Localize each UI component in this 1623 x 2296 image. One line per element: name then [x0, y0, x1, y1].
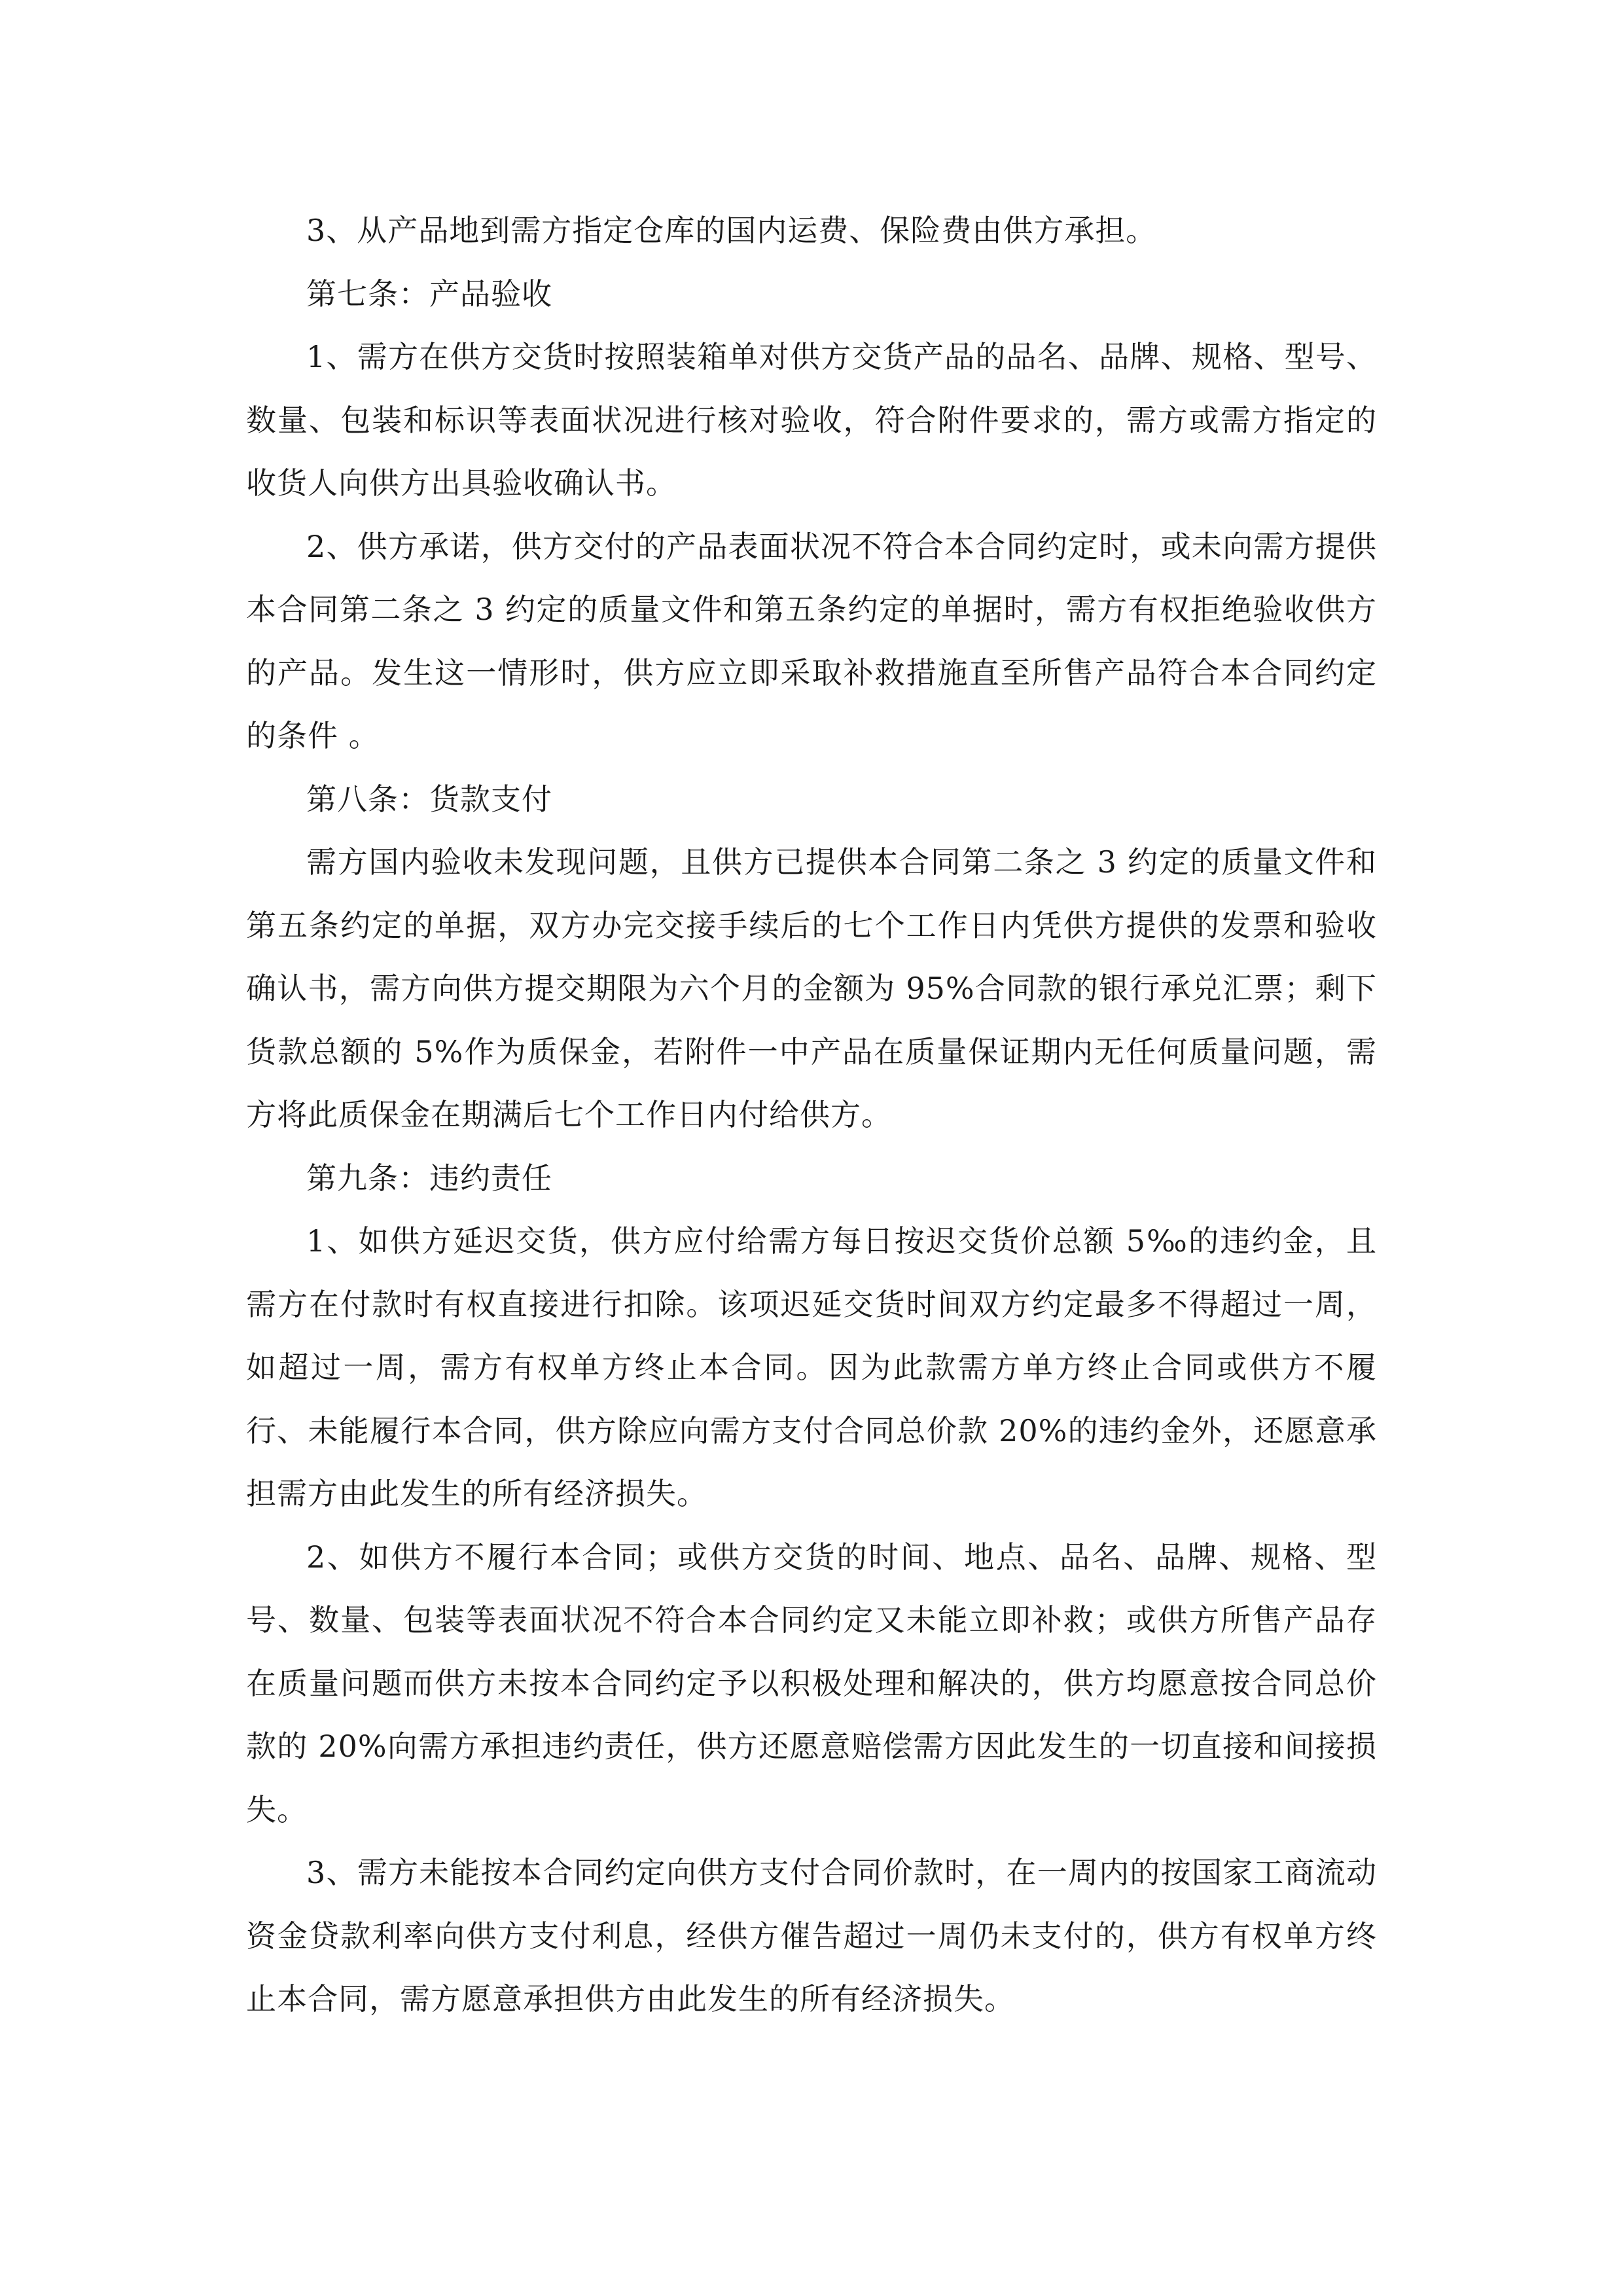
article-8-heading: 第八条：货款支付	[306, 781, 552, 817]
clause-8-body: 需方国内验收未发现问题，且供方已提供本合同第二条之 3 约定的质量文件和第五条约定的单据，双方办完交接手续后的七个工作日内凭供方提供的发票和验收确认书，需方向供方提交期限为六个月的金额为 95%合同款的银行承兑汇票；剩下货款总额的 5%作为质保金，若附件一中产品在质量保证期内无任何质量问题，需方将此质保金在期满后七个工作日内付给供方。	[246, 844, 1377, 1132]
clause-6-item-3: 3、从产品地到需方指定仓库的国内运费、保险费由供方承担。	[306, 213, 1157, 248]
clause-9-item-2: 2、如供方不履行本合同；或供方交货的时间、地点、品名、品牌、规格、型号、数量、包装等表面状况不符合本合同约定又未能立即补救；或供方所售产品存在质量问题而供方未按本合同约定予以积极处理和解决的，供方均愿意按合同总价款的 20%向需方承担违约责任，供方还愿意赔偿需方因此发生的一切直接和间接损失。	[246, 1539, 1377, 1827]
contract-body	[246, 199, 1377, 2031]
clause-7-item-1: 1、需方在供方交货时按照装箱单对供方交货产品的品名、品牌、规格、型号、数量、包装和标识等表面状况进行核对验收，符合附件要求的，需方或需方指定的收货人向供方出具验收确认书。	[246, 339, 1377, 501]
article-9-heading: 第九条：违约责任	[306, 1160, 552, 1196]
clause-9-item-1: 1、如供方延迟交货，供方应付给需方每日按迟交货价总额 5‰的违约金，且需方在付款时有权直接进行扣除。该项迟延交货时间双方约定最多不得超过一周，如超过一周，需方有权单方终止本合同。因为此款需方单方终止合同或供方不履行、未能履行本合同，供方除应向需方支付合同总价款 20%的违约金外，还愿意承担需方由此发生的所有经济损失。	[246, 1223, 1377, 1511]
clause-9-item-3: 3、需方未能按本合同约定向供方支付合同价款时，在一周内的按国家工商流动资金贷款利率向供方支付利息，经供方催告超过一周仍未支付的，供方有权单方终止本合同，需方愿意承担供方由此发生的所有经济损失。	[246, 1855, 1377, 2017]
clause-7-item-2: 2、供方承诺，供方交付的产品表面状况不符合本合同约定时，或未向需方提供本合同第二条之 3 约定的质量文件和第五条约定的单据时，需方有权拒绝验收供方的产品。发生这一情形时，供方应立即采取补救措施直至所售产品符合本合同约定的条件 。	[246, 528, 1377, 753]
article-7-heading: 第七条：产品验收	[306, 276, 552, 312]
